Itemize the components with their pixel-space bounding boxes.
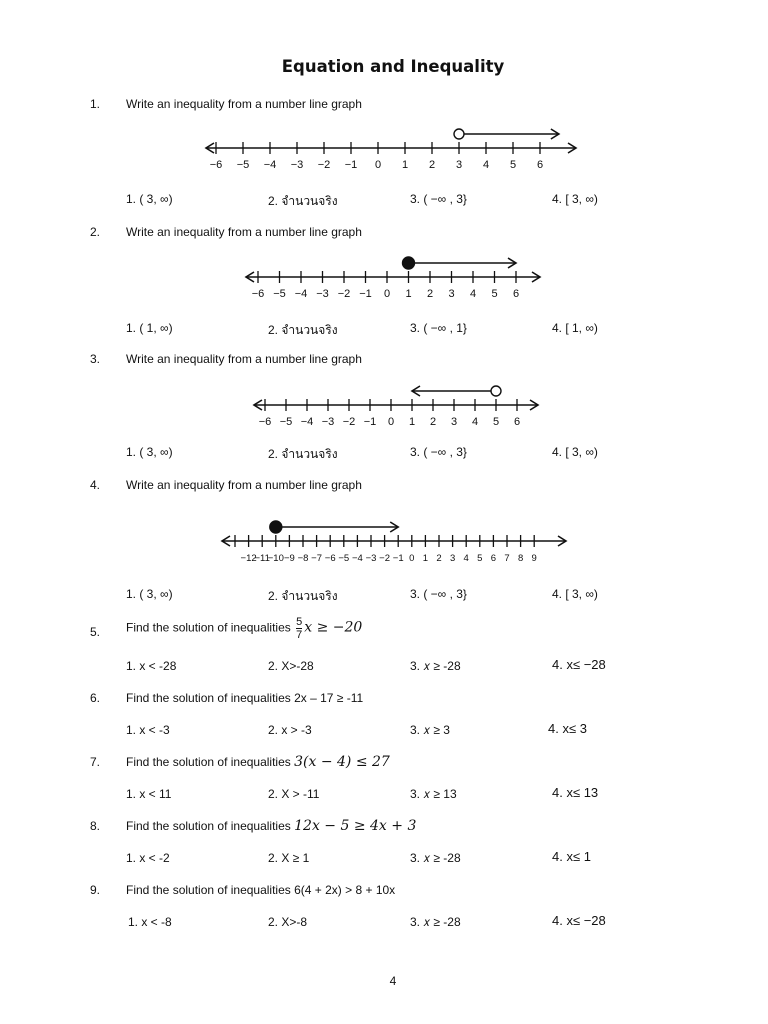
tick-label: 1 [405,288,412,300]
tick-label: 4 [471,416,479,428]
option-3[interactable]: 3. ( −∞ , 3} [410,445,467,459]
option-4[interactable]: 4. x≤ −28 [552,657,606,672]
question-number: 3. [90,352,101,366]
tick-label: 8 [517,553,524,564]
question-number: 7. [90,755,101,769]
question-number: 5. [90,625,101,639]
option-4[interactable]: 4. [ 3, ∞) [552,192,598,206]
tick-label: −5 [273,288,286,300]
question-number: 1. [90,97,101,111]
option-4[interactable]: 4. x≤ 13 [552,785,599,800]
tick-label: 3 [450,416,458,428]
question-number: 6. [90,691,101,705]
option-3[interactable]: 3. 𝑥 ≥ -28 [410,851,461,865]
option-1[interactable]: 1. ( 3, ∞) [126,192,173,206]
tick-label: −6 [324,553,336,564]
option-3[interactable]: 3. ( −∞ , 1} [410,321,467,335]
question-number: 2. [90,225,101,239]
question-text: Find the solution of inequalities 2x – 17 ≥ -11 [126,691,364,705]
tick-label: 3 [448,288,455,300]
tick-label: −6 [209,159,223,171]
tick-label: −3 [290,159,304,171]
question-number: 9. [90,883,101,897]
tick-label: −4 [263,159,277,171]
tick-label: 0 [383,288,391,300]
tick-label: −11 [254,553,270,564]
tick-label: −3 [321,416,335,428]
tick-label: 6 [536,159,544,171]
option-3[interactable]: 3. ( −∞ , 3} [410,192,467,206]
option-4[interactable]: 4. x≤ −28 [552,913,606,928]
tick-label: 0 [409,553,415,564]
math-expression: x ≥ −20 [304,619,363,636]
tick-label: −10 [267,553,284,564]
tick-label: 2 [426,288,434,300]
tick-label: −9 [283,553,295,564]
tick-label: 3 [449,553,456,564]
question-text: Write an inequality from a number line graph [126,352,362,366]
page-title: Equation and Inequality [281,57,505,76]
question-text: Write an inequality from a number line graph [126,97,362,111]
tick-label: 5 [509,159,517,171]
tick-label: 6 [513,416,521,428]
option-2[interactable]: 2. x > -3 [268,723,312,737]
question-number: 4. [90,478,101,492]
option-3[interactable]: 3. 𝑥 ≥ 13 [410,787,457,801]
tick-label: 1 [422,553,429,564]
tick-label: 5 [477,553,483,564]
option-3[interactable]: 3. 𝑥 ≥ 3 [410,723,450,737]
tick-label: −3 [316,288,329,300]
page-number: 4 [389,974,397,988]
tick-label: −2 [337,288,351,300]
option-1[interactable]: 1. x < 11 [126,787,172,801]
tick-label: 5 [491,288,498,300]
tick-label: 0 [374,159,382,171]
option-1[interactable]: 1. x < -2 [126,851,170,865]
tick-label: −1 [363,416,377,428]
tick-label: 1 [408,416,416,428]
question-line [126,754,390,770]
option-3[interactable]: 3. 𝑥 ≥ -28 [410,915,461,929]
math-expression: 3(x − 4) ≤ 27 [294,754,390,770]
option-2[interactable]: 2. X ≥ 1 [268,851,310,865]
option-1[interactable]: 1. ( 3, ∞) [126,587,173,601]
question-line [126,616,362,641]
tick-label: −2 [317,159,331,171]
question-text: Find the solution of inequalities 6(4 + 2x) > 8 + 10x [126,883,396,897]
tick-label: −7 [311,553,323,564]
tick-label: −5 [338,553,350,564]
tick-label: 6 [512,288,520,300]
tick-label: 2 [429,416,437,428]
tick-label: −2 [379,553,391,564]
option-1[interactable]: 1. x < -3 [126,723,170,737]
tick-label: 0 [387,416,395,428]
option-1[interactable]: 1. x < -28 [126,659,177,673]
tick-label: 5 [492,416,500,428]
tick-label: −12 [240,553,257,564]
tick-label: 9 [531,553,537,564]
option-2[interactable]: 2. X > -11 [268,787,320,801]
option-3[interactable]: 3. ( −∞ , 3} [410,587,467,601]
tick-label: −1 [359,288,372,300]
tick-label: −5 [236,159,250,171]
option-2[interactable]: 2. จำนวนจริง [268,447,338,461]
option-2[interactable]: 2. จำนวนจริง [268,323,338,337]
tick-label: 6 [490,553,497,564]
tick-label: 1 [401,159,409,171]
tick-label: 2 [436,553,442,564]
tick-label: −1 [392,553,404,564]
fraction-denominator: 7 [296,629,303,641]
option-4[interactable]: 4. [ 3, ∞) [552,587,598,601]
tick-label: −4 [351,553,363,564]
option-3[interactable]: 3. 𝑥 ≥ -28 [410,659,461,673]
option-4[interactable]: 4. x≤ 1 [552,849,591,864]
question-text: Find the solution of inequalities [126,620,291,635]
tick-label: 3 [455,159,463,171]
tick-label: −5 [279,416,293,428]
closed-endpoint [270,521,282,533]
math-expression: 12x − 5 ≥ 4x + 3 [294,818,417,834]
option-2[interactable]: 2. จำนวนจริง [268,589,338,603]
tick-label: −3 [365,553,377,564]
question-text: Write an inequality from a number line graph [126,478,362,492]
tick-label: 4 [469,288,477,300]
fraction [296,616,302,641]
tick-label: −1 [344,159,358,171]
question-line [126,818,416,834]
fraction-numerator: 5 [296,616,303,628]
tick-label: −8 [297,553,309,564]
tick-label: −4 [294,288,308,300]
option-4[interactable]: 4. [ 1, ∞) [552,321,598,335]
option-1[interactable]: 1. x < -8 [128,915,172,929]
option-2[interactable]: 2. จำนวนจริง [268,194,338,208]
option-2[interactable]: 2. X>-28 [268,659,314,673]
tick-label: −4 [300,416,314,428]
option-1[interactable]: 1. ( 1, ∞) [126,321,173,335]
option-4[interactable]: 4. x≤ 3 [548,721,587,736]
tick-label: −6 [258,416,272,428]
tick-label: 4 [463,553,469,564]
option-2[interactable]: 2. X>-8 [268,915,308,929]
tick-label: −2 [342,416,356,428]
tick-label: 7 [504,553,510,564]
question-text: Find the solution of inequalities [126,755,291,769]
option-4[interactable]: 4. [ 3, ∞) [552,445,598,459]
tick-label: 4 [482,159,490,171]
tick-label: 2 [428,159,436,171]
tick-label: −6 [251,288,265,300]
question-text: Write an inequality from a number line graph [126,225,362,239]
question-text: Find the solution of inequalities [126,819,291,833]
option-1[interactable]: 1. ( 3, ∞) [126,445,173,459]
question-number: 8. [90,819,101,833]
